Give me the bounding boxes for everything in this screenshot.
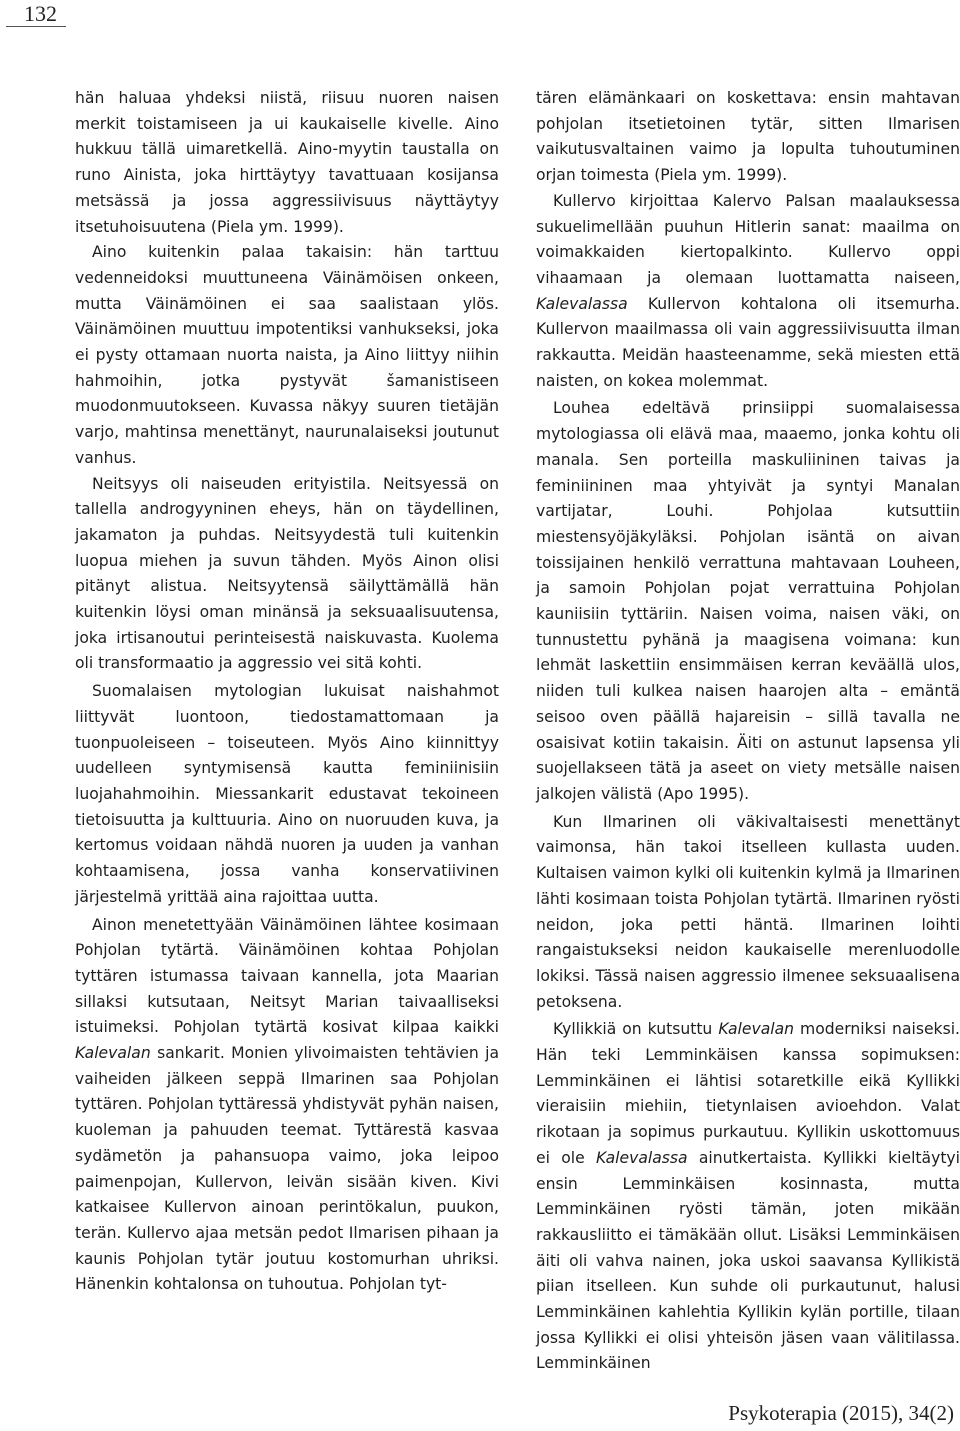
right-paragraph-5-italic-2: Kalevalassa — [595, 1148, 688, 1167]
page-number: 132 — [24, 1, 57, 26]
left-paragraph-5-text-b: sankarit. Monien ylivoimaisten tehtävien ja vaiheiden jälkeen seppä Ilmarinen saa Pohjolan tyttären. Pohjolan tyttäressä yhdistyvät pyhän naisen, kuoleman ja pahuuden teemat. Tyttärestä kasvaa sydämetön ja pahansuopa vaimo, joka leipoo paimenpojan, Kullervon, leivän sisään kiven. Kivi katkaisee Kullervon ainoan perintökalun, puukon, terän. Kullervo ajaa metsän pedot Ilmarisen pihaan ja kaunis Pohjolan tytär joutuu kostomurhan uhriksi. Hänenkin kohtalonsa on tuhoutua. Pohjolan tyt- — [75, 1044, 499, 1294]
right-paragraph-5-text-c: ainutkertaista. Kyllikki kieltäytyi ensin Lemminkäisen kosinnasta, mutta Lemminkäinen ryösti tämän, joten mikään rakkausliitto ei tämäkään ollut. Lisäksi Lemminkäisen äiti oli vahva nainen, joka uskoi saavansa Kyllikistä piian itselleen. Kun suhde oli purkautunut, halusi Lemminkäinen kahlehtia Kyllikin kylän portille, tilaan jossa Kyllikki ei olisi yhteisön jäsen vaan välitilassa. Lemminkäinen — [536, 1148, 960, 1373]
left-paragraph-5 — [75, 913, 499, 1299]
left-paragraph-1: hän haluaa yhdeksi niistä, riisuu nuoren naisen merkit toistamiseen ja ui kaukaiselle kivelle. Aino hukkuu tällä uimaretkellä. Aino-myytin taustalla on runo Ainista, joka hirttäytyy tavattuaan kosijansa metsässä ja jossa aggressiivisuus näyttäytyy itsetuhoisuutena (Piela ym. 1999). — [75, 89, 499, 236]
left-paragraph-5-italic: Kalevalan — [75, 1044, 151, 1063]
right-paragraph-2-text-a: Kullervo kirjoittaa Kalervo Palsan maalauksessa sukuelimellään puuhun Hitlerin sanat: maailma on voimakkaiden kiertopalkinto. Kullervo oppi vihaamaan ja olemaan luottamatta naiseen, — [536, 191, 960, 287]
right-paragraph-5-text-b: moderniksi naiseksi. Hän teki Lemminkäisen kanssa sopimuksen: Lemminkäinen ei lähtisi sotaretkille eikä Kyllikki vieraisiin miehiin, tietynlaisen avioehdon. Valat rikotaan ja sopimus purkautuu. Kyllikin uskottomuus ei ole — [536, 1020, 960, 1167]
right-paragraph-1: tären elämänkaari on koskettava: ensin mahtavan pohjolan itsetietoinen tytär, sitten Ilmarisen vaikutusvaltainen vaimo ja lopulta tuhoutuminen orjan toimesta (Piela ym. 1999). — [536, 89, 960, 185]
right-paragraph-2 — [536, 189, 960, 395]
right-paragraph-2-italic: Kalevalassa — [536, 294, 628, 313]
left-paragraph-2: Aino kuitenkin palaa takaisin: hän tarttuu vedenneidoksi muuttuneena Väinämöisen onkeen, mutta Väinämöinen ei saa saalistaan ylös. Väinämöinen muuttuu impotentiksi vanhukseksi, joka ei pysty ottamaan nuorta naista, ja Aino liittyy niihin hahmoihin, jotka pystyvät šamanistiseen muodonmuutokseen. Kuvassa näkyy suuren tietäjän varjo, mahtinsa menettänyt, naurunalaiseksi joutunut vanhus. — [75, 243, 499, 467]
right-column — [536, 86, 960, 1377]
journal-footer: Psykoterapia (2015), 34(2) — [728, 1401, 954, 1425]
right-paragraph-3: Louhea edeltävä prinsiippi suomalaisessa mytologiassa oli elävä maa, maaemo, jonka kohtu oli manala. Sen porteilla maskuliininen taivas ja feminiininen maa yhtyivät ja syntyi Manalan vartijatar, Louhi. Pohjolaa kutsuttiin miestensyöjäkyläksi. Pohjolan isäntä on aivan toissijainen henkilö verrattuna mahtavaan Louheen, ja samoin Pohjolan pojat verrattuina Pohjolan kauniisiin tyttäriin. Naisen voima, naisen väki, on tunnustettu pyhänä ja maagisena voimana: kun lehmät laskettiin ensimmäisen kerran keväällä ulos, niiden tuli kulkea naisen haarojen alta – emäntä seisoo oven päällä hajareisin – sillä tavalla ne osaisivat kotiin takaisin. Äiti on astunut lapsensa yli suojellakseen tätä ja aseet on viety metsälle naisen jalkojen välistä (Apo 1995). — [536, 399, 960, 803]
left-paragraph-3: Neitsyys oli naiseuden erityistila. Neitsyessä on tallella androgyyninen eheys, hän on täydellinen, jakamaton ja puhdas. Neitsyydestä tuli kuitenkin luopua miehen ja suvun tähden. Myös Ainon olisi pitänyt alistua. Neitsyytensä säilyttämällä hän kuitenkin löysi oman minänsä ja seksuaalisuutensa, joka irtisanoutui perinteisestä naiskuvasta. Kuolema oli transformaatio ja aggressio vei sitä kohti. — [75, 474, 499, 673]
right-paragraph-5 — [536, 1017, 960, 1377]
header-rule — [6, 26, 66, 27]
left-paragraph-4: Suomalaisen mytologian lukuisat naishahmot liittyvät luontoon, tiedostamattomaan ja tuonpuoleiseen – toiseuteen. Myös Aino kiinnittyy uudelleen syntymisensä kautta feminiinisiin luojahahmoihin. Miessankarit edustavat tekoineen tietoisuutta ja kulttuuria. Aino on nuoruuden kuva, ja kertomus voidaan nähdä nuoren ja uuden ja vanhan kohtaamisena, jossa vanha konservatiivinen järjestelmä yrittää aina rajoittaa uutta. — [75, 682, 499, 906]
right-paragraph-5-text-a: Kyllikkiä on kutsuttu — [553, 1020, 719, 1039]
left-paragraph-5-text-a: Ainon menetettyään Väinämöinen lähtee kosimaan Pohjolan tytärtä. Väinämöinen kohtaa Pohjolan tyttären istumassa taivaan kannella, jota Maarian sillaksi kutsutaan, Neitsyt Marian taivaalliseksi istuimeksi. Pohjolan tytärtä kosivat kilpaa kaikki — [75, 915, 499, 1037]
right-paragraph-4: Kun Ilmarinen oli väkivaltaisesti menettänyt vaimonsa, hän takoi itselleen kullasta uuden. Kultaisen vaimon kylki oli kuitenkin kylmä ja Ilmarinen lähti kosimaan toista Pohjolan tytärtä. Ilmarinen ryösti neidon, joka petti häntä. Ilmarinen loihti rangaistukseksi neidon kaukaiselle merenluodolle lokiksi. Tässä naisen aggressio ilmenee seksuaalisena petoksena. — [536, 812, 960, 1011]
right-paragraph-2-text-b: Kullervon kohtalona oli itsemurha. Kullervon maailmassa oli vain aggressiivisuutta ilman rakkautta. Meidän haasteenamme, sekä miesten että naisten, on kokea molemmat. — [536, 294, 960, 390]
right-paragraph-5-italic-1: Kalevalan — [718, 1020, 795, 1039]
left-column — [75, 86, 499, 1298]
